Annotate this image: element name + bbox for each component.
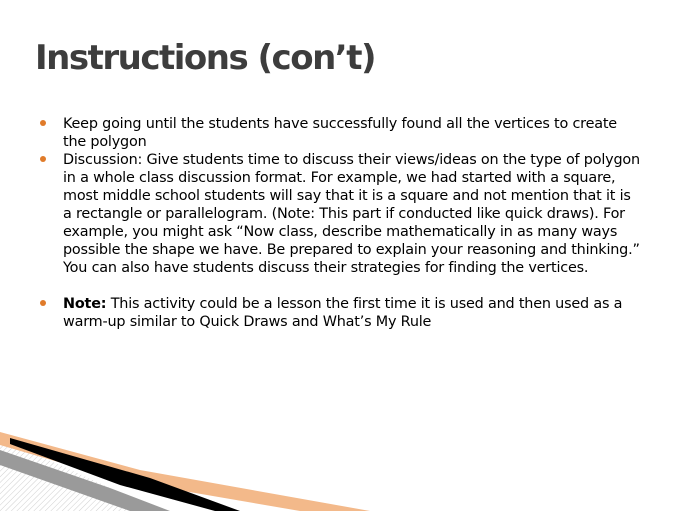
- bullet-text: This activity could be a lesson the first time it is used and then used as a warm-up similar to Quick Draws and What’s My Rule: [63, 296, 623, 330]
- bullet-dot-icon: [40, 120, 46, 126]
- bullet-text: Keep going until the students have successfully found all the vertices to create the polygon: [63, 116, 617, 150]
- bullet-dot-icon: [40, 300, 46, 306]
- slide-title: Instructions (con’t): [35, 38, 375, 78]
- bullet-dot-icon: [40, 156, 46, 162]
- bullet-list: [40, 115, 640, 331]
- bullet-text: Discussion: Give students time to discuss their views/ideas on the type of polygon in a whole class discussion format. For example, we had started with a square, most middle school students will say that it is a square and not mention that it is a rectangle or parallelogram. (Note: This part if conducted like quick draws). For example, you might ask “Now class, describe mathematically in as many ways possible the shape we have. Be prepared to explain your reasoning and thinking.” You can also have students discuss their strategies for finding the vertices.: [63, 152, 640, 276]
- bullet-item-3: [40, 295, 640, 331]
- decorative-swoosh: [0, 420, 676, 511]
- bullet-item-2: [40, 151, 640, 277]
- bullet-item-1: [40, 115, 640, 151]
- bullet-lead: Note:: [63, 296, 107, 312]
